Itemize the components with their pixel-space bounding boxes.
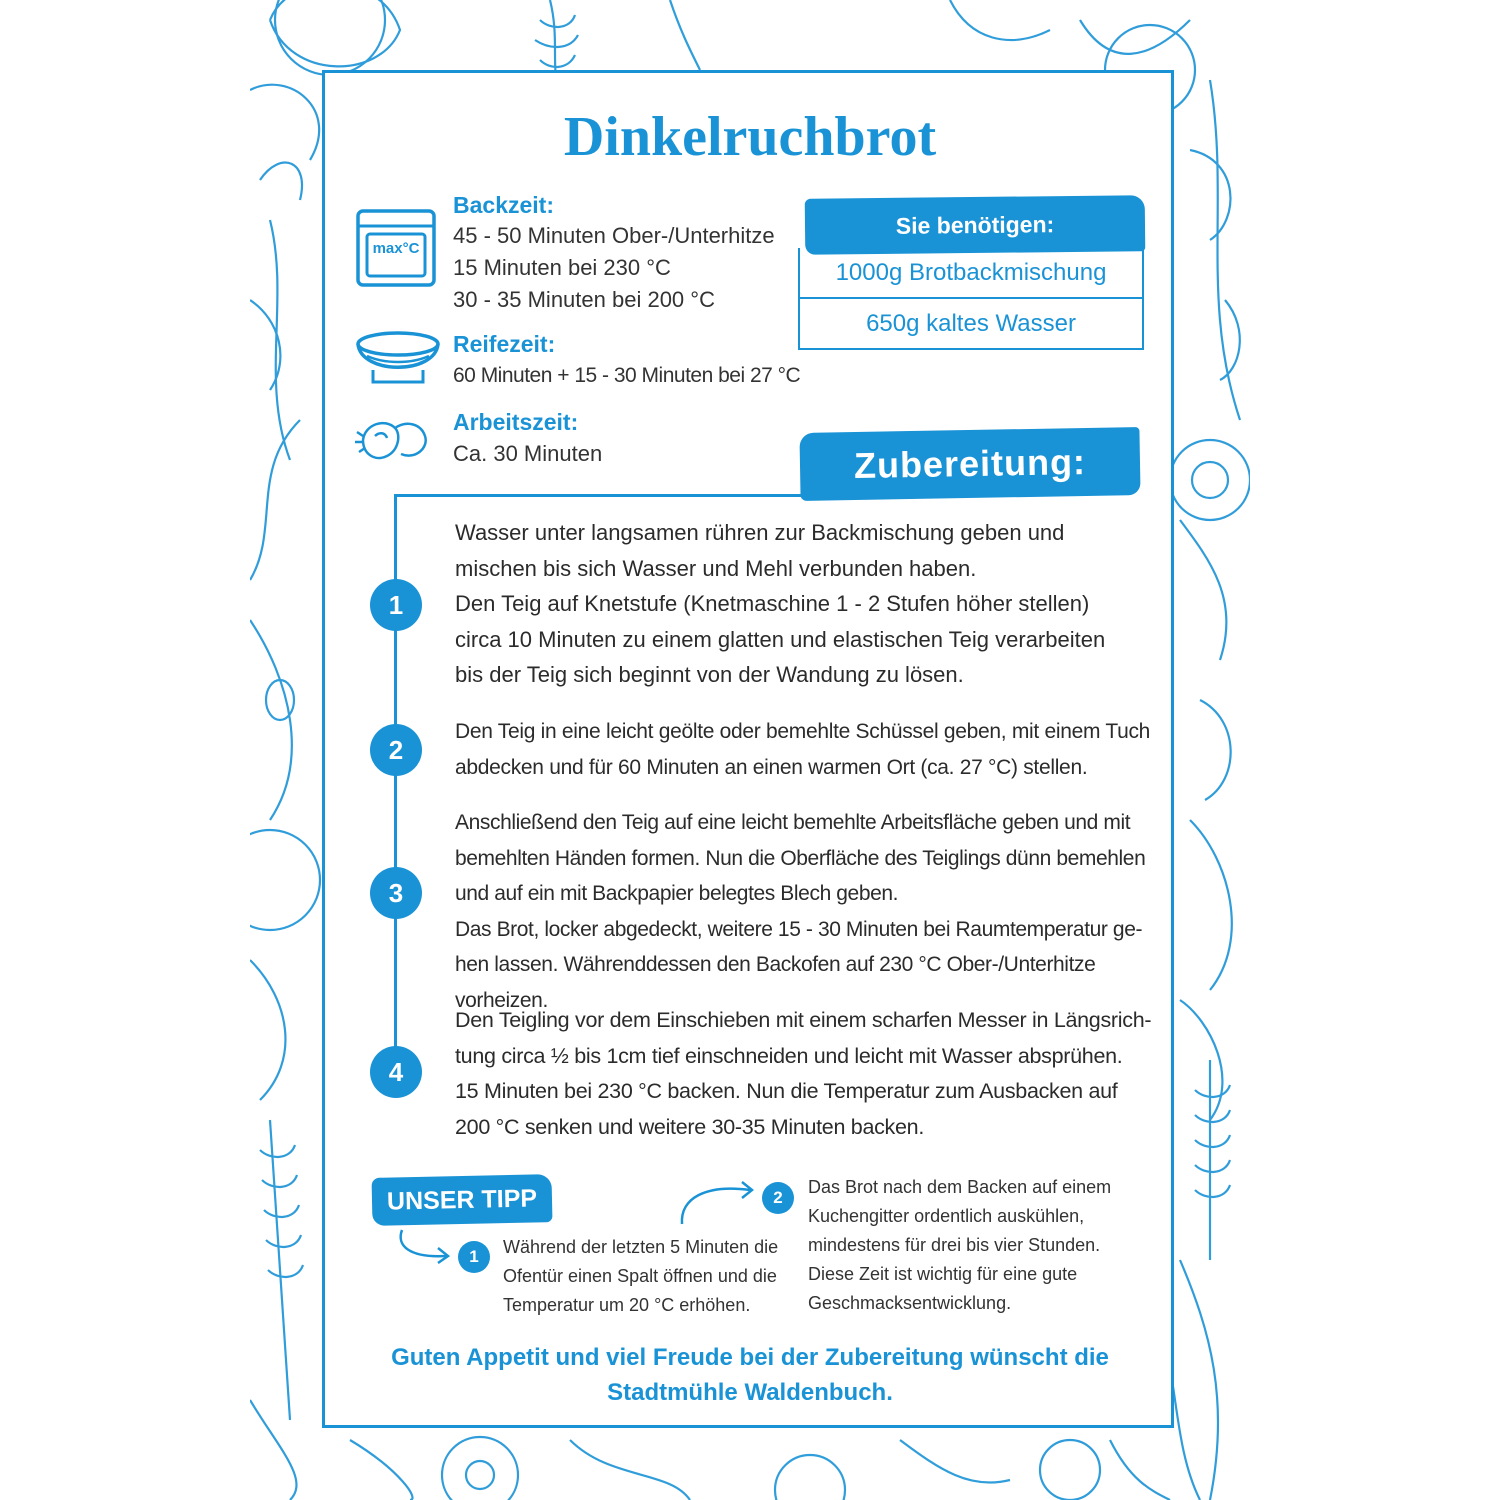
step-line: hen lassen. Währenddessen den Backofen auf 230 °C Ober-/Unterhitze vorheizen. (455, 953, 1096, 1012)
tip-line: Temperatur um 20 °C erhöhen. (503, 1295, 751, 1315)
step-line: 200 °C senken und weitere 30-35 Minuten backen. (455, 1114, 924, 1139)
tip-line: Das Brot nach dem Backen auf einem (808, 1177, 1112, 1197)
tip-line: Kuchengitter ordentlich auskühlen, (808, 1206, 1085, 1226)
reifezeit-label: Reifezeit: (453, 331, 556, 357)
timeline-top-line (394, 494, 806, 497)
step-number: 2 (370, 724, 422, 776)
step-1-text (455, 515, 1155, 693)
kneading-hands-icon (355, 410, 435, 466)
step-number: 3 (370, 867, 422, 919)
tip-1-text (503, 1233, 778, 1320)
ingredients-heading: Sie benötigen: (805, 195, 1146, 255)
tip-line: Während der letzten 5 Minuten die (503, 1237, 779, 1257)
ingredient-item: 1000g Brotbackmischung (800, 248, 1142, 299)
arrow-icon (396, 1226, 456, 1266)
closing-line: Guten Appetit und viel Freude bei der Zubereitung wünscht die (391, 1344, 1109, 1371)
step-3-text (455, 805, 1155, 1018)
step-line: abdecken und für 60 Minuten an einen warmen Ort (ca. 27 °C) stellen. (455, 755, 1088, 779)
tip-line: Ofentür einen Spalt öffnen und die (503, 1266, 777, 1286)
step-line: 15 Minuten bei 230 °C backen. Nun die Temperatur zum Ausbacken auf (455, 1079, 1118, 1103)
tip-number: 2 (762, 1182, 794, 1214)
arrow-icon (676, 1178, 760, 1228)
oven-icon (355, 208, 437, 288)
step-line: circa 10 Minuten zu einem glatten und elastischen Teig verarbeiten (455, 626, 1106, 652)
step-4-text (455, 1003, 1155, 1145)
tipp-heading: UNSER TIPP (372, 1174, 553, 1226)
tip-number: 1 (458, 1241, 490, 1273)
step-number: 4 (370, 1046, 422, 1098)
closing-message (340, 1340, 1160, 1410)
step-line: Wasser unter langsamen rühren zur Backmischung geben und (455, 520, 1065, 545)
step-line: bis der Teig sich beginnt von der Wandung zu lösen. (455, 662, 964, 687)
arbeitszeit-line: Ca. 30 Minuten (453, 441, 603, 466)
backzeit-line: 45 - 50 Minuten Ober-/Unterhitze (453, 223, 775, 248)
step-line: Das Brot, locker abgedeckt, weitere 15 - 30 Minuten bei Raumtemperatur ge- (455, 917, 1143, 941)
backzeit-line: 15 Minuten bei 230 °C (453, 255, 671, 280)
step-line: Den Teig auf Knetstufe (Knetmaschine 1 - 2 Stufen höher stellen) (455, 591, 1090, 616)
step-line: mischen bis sich Wasser und Mehl verbunden haben. (455, 555, 977, 581)
oven-label: max°C (372, 240, 420, 257)
step-number: 1 (370, 579, 422, 631)
step-line: Den Teigling vor dem Einschieben mit einem scharfen Messer in Längsrich- (455, 1008, 1152, 1032)
step-line: Den Teig in eine leicht geölte oder bemehlte Schüssel geben, mit einem Tuch (455, 720, 1151, 743)
arbeitszeit-label: Arbeitszeit: (453, 409, 579, 435)
step-line: Anschließend den Teig auf eine leicht bemehlte Arbeitsfläche geben und mit (455, 811, 1131, 834)
closing-line: Stadtmühle Waldenbuch. (607, 1379, 893, 1406)
reifezeit-line: 60 Minuten + 15 - 30 Minuten bei 27 °C (453, 364, 801, 387)
bowl-icon (355, 330, 441, 388)
ingredients-list (798, 248, 1144, 350)
tip-line: Diese Zeit ist wichtig für eine gute (808, 1264, 1078, 1284)
step-2-text (455, 714, 1155, 785)
step-line: bemehlten Händen formen. Nun die Oberfläche des Teiglings dünn bemehlen (455, 846, 1146, 870)
backzeit-label: Backzeit: (453, 192, 554, 218)
ingredient-item: 650g kaltes Wasser (866, 309, 1076, 337)
step-line: und auf ein mit Backpapier belegtes Blech geben. (455, 882, 899, 905)
zubereitung-heading: Zubereitung: (799, 427, 1140, 501)
recipe-title: Dinkelruchbrot (563, 106, 937, 168)
backzeit-line: 30 - 35 Minuten bei 200 °C (453, 287, 715, 312)
tip-line: mindestens für drei bis vier Stunden. (808, 1235, 1101, 1255)
step-line: tung circa ½ bis 1cm tief einschneiden und leicht mit Wasser absprühen. (455, 1043, 1123, 1068)
tip-line: Geschmacksentwicklung. (808, 1293, 1012, 1313)
tip-2-text (808, 1173, 1111, 1318)
